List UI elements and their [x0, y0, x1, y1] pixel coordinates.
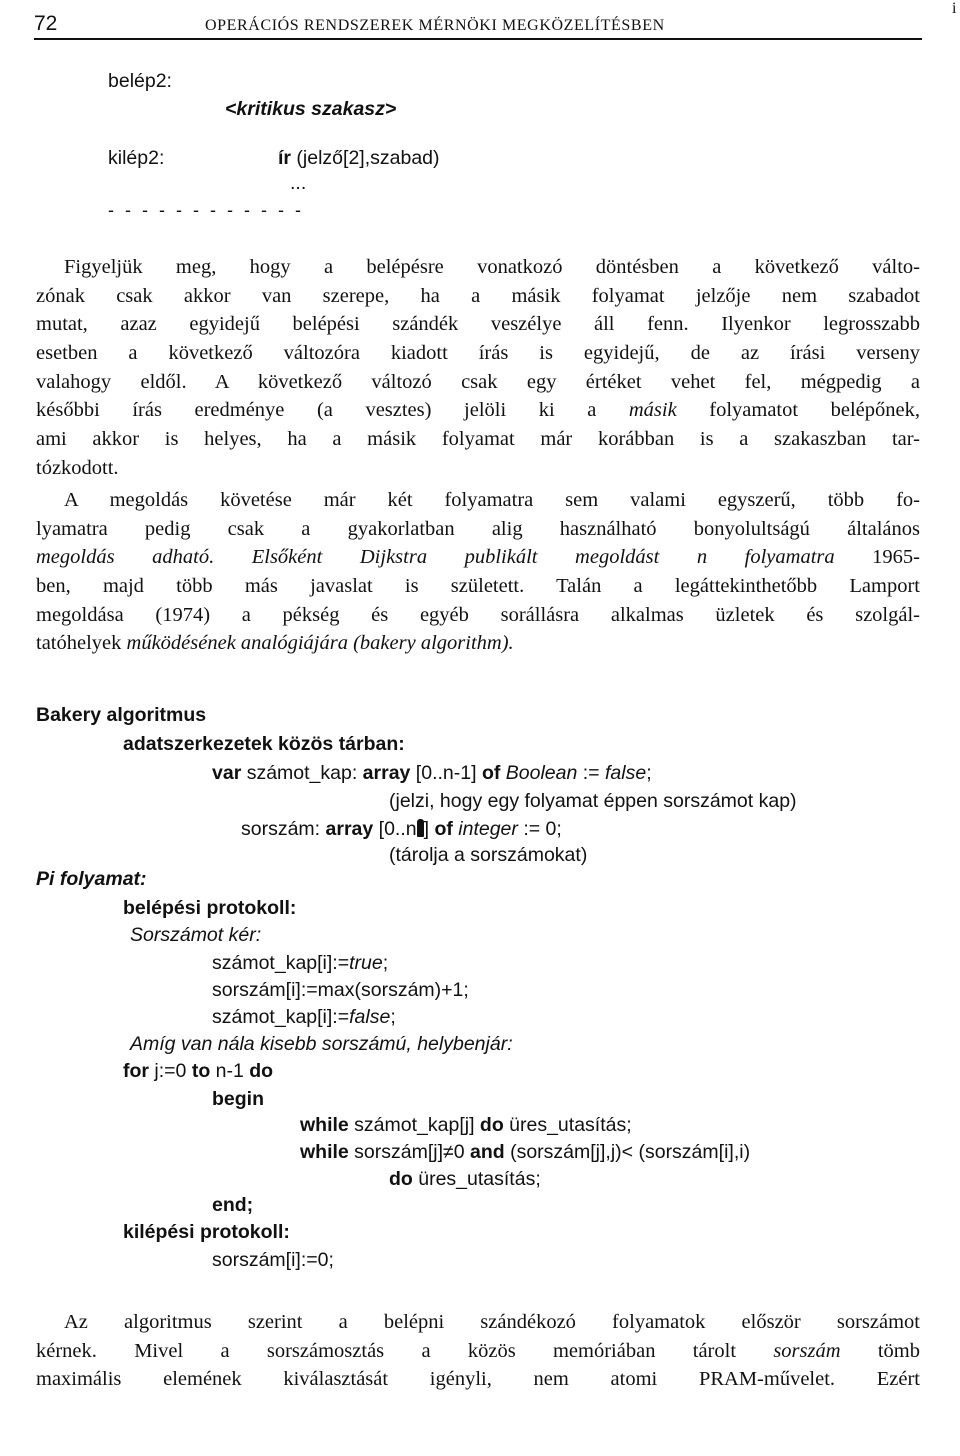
process-heading: Pi folyamat: — [36, 868, 147, 890]
para2-line — [36, 629, 920, 658]
shared-data-heading: adatszerkezetek közös tárban: — [123, 733, 405, 755]
para1-line: ami akkor is helyes, ha a másik folyamat már korábban is a szakaszban tar- — [36, 428, 920, 451]
para1-line: zónak csak akkor van szerepe, ha a másik folyamat jelzője nem szabadot — [36, 284, 920, 307]
para3-line — [36, 1337, 920, 1366]
para2-line: lyamatra pedig csak a gyakorlatban alig használható bonyolultságú általános — [36, 517, 920, 540]
while-keyword: while — [300, 1114, 349, 1136]
for-loop — [123, 1058, 273, 1084]
while-body: üres_utasítás; — [503, 1114, 632, 1136]
para3-line-text: tömb — [840, 1339, 920, 1362]
for-end: n-1 — [210, 1060, 250, 1082]
semicolon: ; — [646, 762, 652, 784]
para2-line: megoldása (1974) a pékség és egyéb sorállásra alkalmas üzletek és szolgál- — [36, 603, 920, 626]
entry-protocol-heading: belépési protokoll: — [123, 897, 297, 919]
para2-line: ben, majd több más javaslat is született. Talán a legáttekinthetőbb Lamport — [36, 575, 920, 598]
para2-line-text: tatóhelyek — [36, 632, 127, 655]
array-keyword: array — [325, 818, 374, 840]
para1-line: tózkodott. — [36, 456, 119, 479]
separator-line: - - - - - - - - - - - - — [108, 200, 304, 220]
wait-heading: Amíg van nála kisebb sorszámú, helybenjár: — [130, 1033, 513, 1055]
end-keyword: end; — [212, 1194, 254, 1216]
semicolon: ; — [382, 952, 389, 974]
running-head: OPERÁCIÓS RENDSZEREK MÉRNÖKI MEGKÖZELÍTÉSBEN — [205, 17, 665, 34]
para1-line — [36, 396, 920, 425]
exit-step: sorszám[i]:=0; — [212, 1249, 334, 1271]
page-header — [34, 8, 922, 40]
init-value: := 0; — [517, 818, 562, 840]
para3-line-text: kérnek. Mivel a sorszámosztás a közös memóriában tárolt — [36, 1339, 774, 1362]
para3-italic: sorszám — [773, 1339, 841, 1362]
to-keyword: to — [191, 1060, 211, 1082]
var-range: [0..n — [373, 818, 417, 840]
para2-italic: megoldás adható. Elsőként Dijkstra publikált megoldást n folyamatra — [36, 546, 835, 569]
request-heading: Sorszámot kér: — [130, 924, 262, 946]
while-2 — [300, 1139, 750, 1165]
array-keyword: array — [362, 762, 411, 784]
para2-line-text: 1965- — [834, 546, 920, 569]
var-type: integer — [452, 818, 518, 840]
begin-keyword: begin — [212, 1088, 264, 1110]
of-keyword: of — [434, 818, 453, 840]
para1-line: valahogy eldől. A következő változó csak egy értéket vehet fel, mégpedig a — [36, 370, 920, 393]
var-decl-1 — [212, 760, 652, 786]
while-condition: sorszám[j]≠0 — [348, 1141, 470, 1163]
do-keyword: do — [249, 1060, 274, 1082]
para2-italic: működésének analógiájára (bakery algorithm). — [126, 632, 514, 655]
paragraph-3 — [36, 1308, 920, 1394]
edge-mark: i — [952, 0, 957, 17]
while-condition: (sorszám[j],j)< (sorszám[i],i) — [504, 1141, 751, 1163]
while-body: üres_utasítás; — [412, 1168, 541, 1190]
critical-section: <kritikus szakasz> — [225, 98, 397, 120]
var-range-end: ] — [423, 818, 435, 840]
var-decl-2 — [241, 816, 562, 842]
write-statement — [278, 145, 440, 171]
of-keyword: of — [481, 762, 501, 784]
para1-line: Figyeljük meg, hogy a belépésre vonatkozó döntésben a következő válto- — [64, 256, 920, 278]
ink-blot-icon — [417, 819, 424, 837]
for-keyword: for — [123, 1060, 149, 1082]
para1-line-text: folyamatot belépőnek, — [676, 399, 920, 422]
and-keyword: and — [470, 1141, 505, 1163]
page-number: 72 — [34, 12, 58, 35]
write-args: (jelző[2],szabad) — [291, 147, 440, 169]
exit-protocol-heading: kilépési protokoll: — [123, 1221, 290, 1243]
var-range: [0..n-1] — [410, 762, 482, 784]
while-condition: számot_kap[j] — [348, 1114, 480, 1136]
step-value: false — [349, 1006, 391, 1028]
var-name: sorszám: — [241, 818, 326, 840]
para3-line: maximális elemének kiválasztását igényli, nem atomi PRAM-művelet. Ezért — [36, 1368, 920, 1391]
paragraph-1 — [36, 253, 920, 483]
para1-italic: másik — [628, 399, 677, 422]
step-3 — [212, 1004, 396, 1030]
while-keyword: while — [300, 1141, 349, 1163]
step-value: true — [349, 952, 383, 974]
var-name: számot_kap: — [241, 762, 363, 784]
while-2-body — [389, 1166, 541, 1192]
para2-line — [36, 543, 920, 572]
para1-line-text: későbbi írás eredménye (a vesztes) jelöli ki a — [36, 399, 629, 422]
step-text: számot_kap[i]:= — [212, 952, 350, 974]
exit-label: kilép2: — [108, 147, 165, 169]
step-2: sorszám[i]:=max(sorszám)+1; — [212, 979, 469, 1001]
step-1 — [212, 950, 388, 976]
bakery-title: Bakery algoritmus — [36, 704, 207, 726]
init-value: false — [604, 762, 647, 784]
para1-line: mutat, azaz egyidejű belépési szándék veszélye áll fenn. Ilyenkor legrosszabb — [36, 313, 920, 336]
while-1 — [300, 1112, 632, 1138]
para2-line: A megoldás követése már két folyamatra sem valami egyszerű, több fo- — [64, 489, 920, 511]
var-comment-1: (jelzi, hogy egy folyamat éppen sorszámot kap) — [389, 790, 797, 812]
for-init: j:=0 — [149, 1060, 192, 1082]
init-op: := — [577, 762, 605, 784]
para3-line: Az algoritmus szerint a belépni szándékozó folyamatok először sorszámot — [64, 1311, 920, 1333]
step-text: számot_kap[i]:= — [212, 1006, 350, 1028]
var-keyword: var — [212, 762, 242, 784]
semicolon: ; — [390, 1006, 396, 1028]
para1-line: esetben a következő változóra kiadott írás is egyidejű, de az írási verseny — [36, 342, 920, 365]
write-keyword: ír — [278, 147, 292, 169]
paragraph-2 — [36, 486, 920, 658]
do-keyword: do — [479, 1114, 504, 1136]
do-keyword: do — [389, 1168, 413, 1190]
ellipsis: ... — [290, 172, 307, 194]
var-type: Boolean — [500, 762, 578, 784]
var-comment-2: (tárolja a sorszámokat) — [389, 844, 588, 866]
enter-label: belép2: — [108, 70, 172, 92]
